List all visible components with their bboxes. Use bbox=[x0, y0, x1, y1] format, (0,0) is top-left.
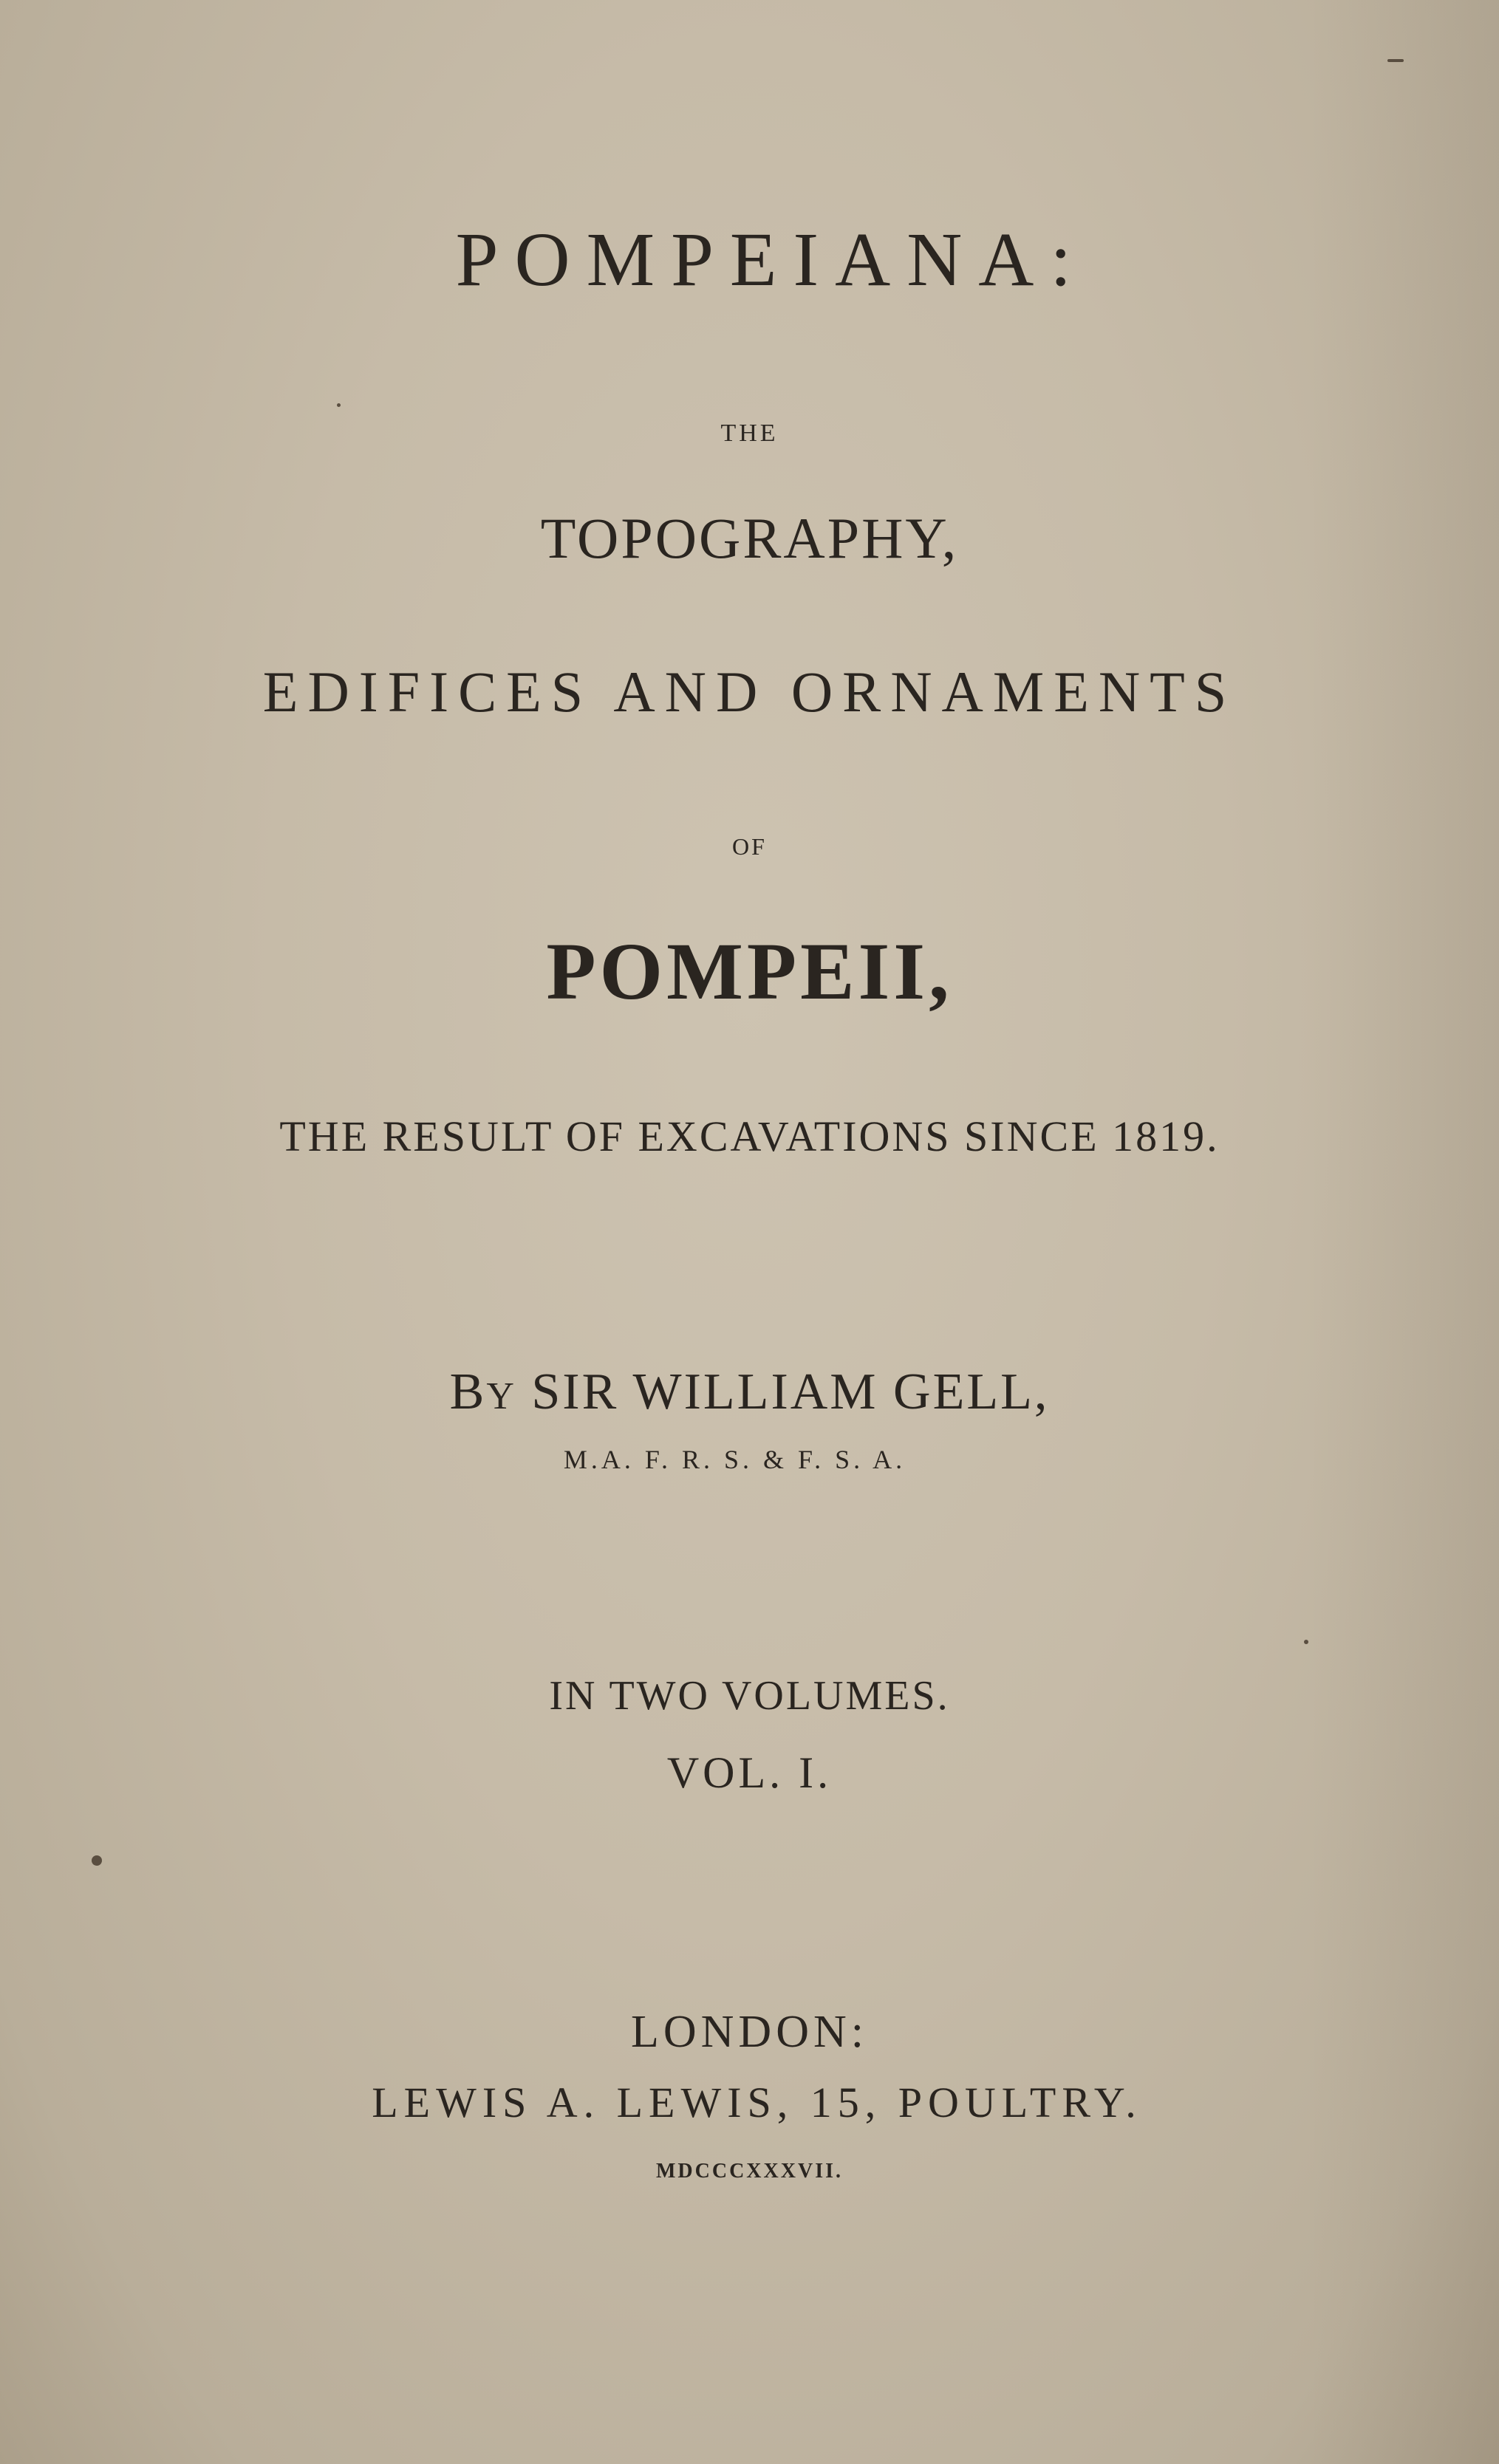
subtitle-topography: TOPOGRAPHY, bbox=[540, 506, 959, 570]
imprint-year: MDCCCXXXVII. bbox=[656, 2160, 843, 2183]
paper-speck bbox=[1387, 59, 1404, 62]
paper-speck bbox=[337, 403, 341, 407]
author-prefix-initial: B bbox=[449, 1363, 487, 1420]
subtitle-edifices: EDIFICES AND ORNAMENTS bbox=[262, 660, 1237, 724]
paper-speck bbox=[1304, 1640, 1308, 1644]
subtitle-the: THE bbox=[720, 420, 779, 447]
author-prefix-rest: Y bbox=[486, 1375, 516, 1417]
volumes-note: IN TWO VOLUMES. bbox=[549, 1673, 950, 1719]
imprint-publisher: LEWIS A. LEWIS, 15, POULTRY. bbox=[372, 2078, 1142, 2126]
author-degrees: M.A. F. R. S. & F. S. A. bbox=[563, 1445, 906, 1474]
imprint-city: LONDON: bbox=[631, 2007, 868, 2057]
paper-speck bbox=[92, 1855, 102, 1866]
book-title: POMPEIANA: bbox=[455, 217, 1088, 302]
subtitle-pompeii: POMPEII, bbox=[546, 926, 953, 1016]
volume-number: VOL. I. bbox=[666, 1748, 833, 1797]
subtitle-result: THE RESULT OF EXCAVATIONS SINCE 1819. bbox=[279, 1112, 1220, 1160]
author-name: SIR WILLIAM GELL, bbox=[516, 1363, 1050, 1420]
subtitle-of: OF bbox=[732, 833, 767, 860]
author-line bbox=[0, 1363, 1499, 1420]
